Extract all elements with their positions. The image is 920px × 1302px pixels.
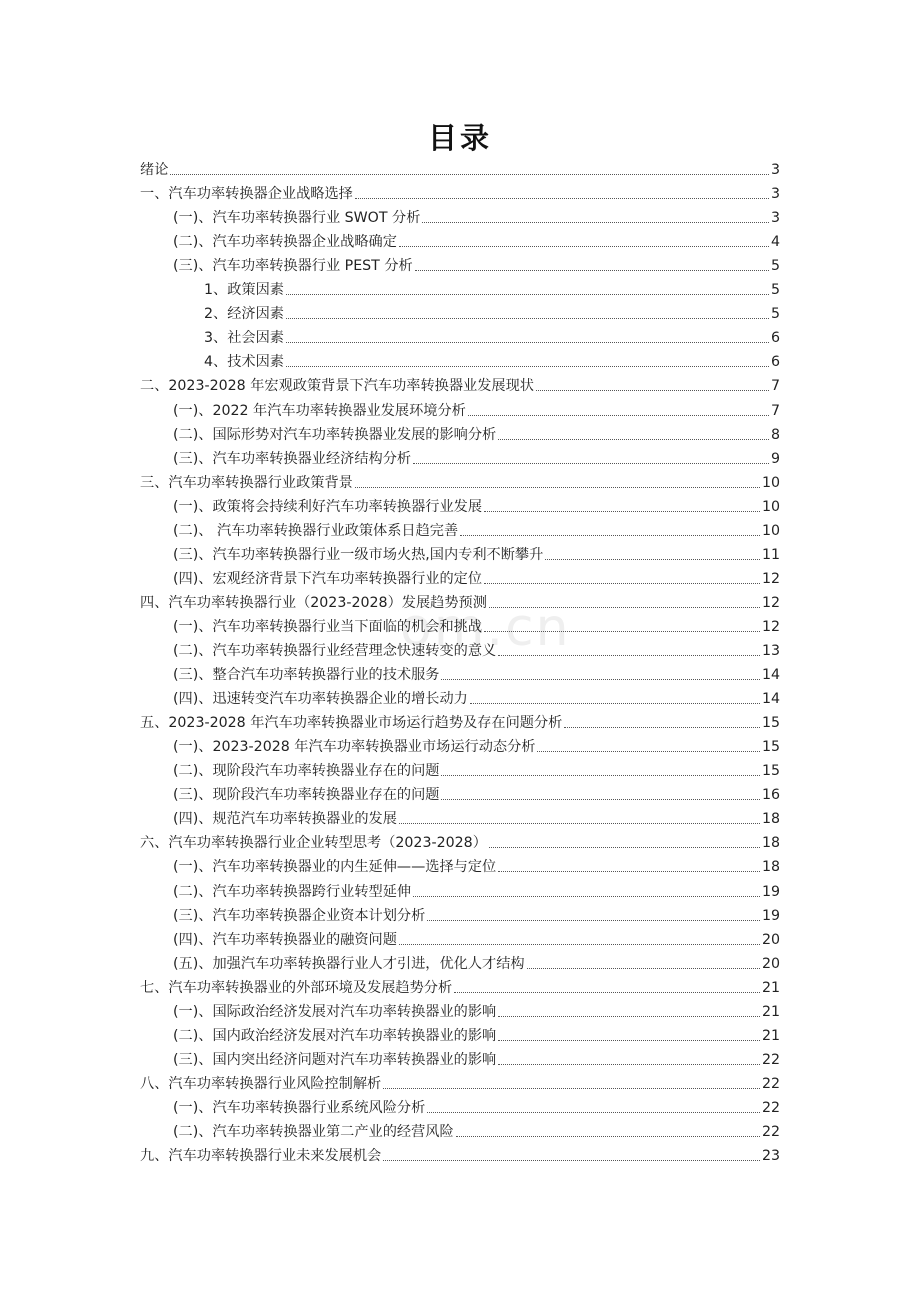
toc-entry-page-number: 5 [770, 258, 780, 275]
toc-dot-leader [399, 944, 760, 945]
toc-dot-leader [355, 487, 760, 488]
toc-entry-page-number: 14 [761, 691, 780, 708]
toc-dot-leader [489, 607, 760, 608]
toc-entry-title: 四、汽车功率转换器行业（2023-2028）发展趋势预测 [140, 594, 487, 611]
toc-entry-title: (三)、汽车功率转换器行业 PEST 分析 [173, 258, 413, 275]
toc-entry-title: 3、社会因素 [204, 330, 284, 347]
toc-entry-page-number: 22 [761, 1124, 780, 1140]
toc-entry[interactable] [173, 422, 780, 444]
toc-entry[interactable] [140, 1071, 780, 1093]
toc-entry[interactable] [140, 975, 780, 997]
toc-entry-title: (三)、汽车功率转换器行业一级市场火热,国内专利不断攀升 [173, 546, 544, 563]
toc-dot-leader [456, 1136, 760, 1137]
toc-entry[interactable] [173, 951, 780, 973]
toc-entry[interactable] [140, 710, 780, 732]
toc-entry-title: 六、汽车功率转换器行业企业转型思考（2023-2028） [140, 835, 487, 852]
toc-dot-leader [498, 439, 769, 440]
toc-entry-title: (四)、宏观经济背景下汽车功率转换器行业的定位 [173, 570, 483, 587]
toc-entry-title: (一)、2022 年汽车功率转换器业发展环境分析 [173, 402, 466, 419]
toc-entry[interactable] [173, 229, 780, 251]
toc-dot-leader [383, 1088, 760, 1089]
toc-dot-leader [545, 559, 760, 560]
toc-entry-page-number: 9 [770, 450, 780, 467]
toc-entry[interactable] [173, 806, 780, 828]
toc-entry-title: (四)、迅速转变汽车功率转换器企业的增长动力 [173, 691, 468, 708]
toc-dot-leader [498, 1064, 760, 1065]
page-title: 目录 [427, 121, 492, 155]
toc-dot-leader [498, 871, 760, 872]
toc-dot-leader [441, 775, 759, 776]
toc-entry[interactable] [204, 277, 780, 299]
toc-entry-title: (二)、汽车功率转换器行业经营理念快速转变的意义 [173, 643, 497, 659]
toc-entry[interactable] [173, 253, 780, 275]
toc-entry-title: 绪论 [140, 162, 169, 178]
toc-entry[interactable] [173, 662, 780, 684]
toc-entry-page-number: 12 [761, 618, 780, 635]
toc-entry[interactable] [173, 1047, 780, 1069]
toc-entry[interactable] [173, 494, 780, 516]
toc-entry-page-number: 5 [770, 306, 780, 323]
toc-entry-page-number: 15 [761, 715, 780, 732]
toc-dot-leader [441, 799, 759, 800]
toc-entry[interactable] [140, 470, 780, 492]
toc-entry[interactable] [173, 1095, 780, 1117]
toc-dot-leader [286, 294, 769, 295]
toc-entry-title: (二)、国际形势对汽车功率转换器业发展的影响分析 [173, 426, 497, 443]
toc-dot-leader [470, 703, 760, 704]
toc-entry[interactable] [173, 879, 780, 901]
toc-entry-page-number: 21 [761, 1027, 780, 1044]
toc-entry-title: (四)、规范汽车功率转换器业的发展 [173, 811, 397, 828]
toc-entry-title: (一)、国际政治经济发展对汽车功率转换器业的影响 [173, 1003, 497, 1020]
toc-entry[interactable] [173, 614, 780, 636]
toc-entry[interactable] [173, 854, 780, 876]
toc-entry-title: (一)、2023-2028 年汽车功率转换器业市场运行动态分析 [173, 739, 536, 756]
toc-entry-page-number: 22 [761, 1075, 780, 1092]
toc-dot-leader [413, 896, 760, 897]
toc-dot-leader [399, 823, 760, 824]
toc-entry-page-number: 20 [761, 931, 780, 948]
toc-entry-page-number: 21 [761, 1003, 780, 1020]
toc-entry-page-number: 20 [761, 955, 780, 972]
toc-entry-page-number: 5 [770, 282, 780, 299]
toc-entry[interactable] [173, 782, 780, 804]
toc-dot-leader [415, 270, 769, 271]
toc-dot-leader [484, 583, 760, 584]
toc-dot-leader [355, 198, 769, 199]
toc-entry-title: 三、汽车功率转换器行业政策背景 [140, 474, 353, 491]
toc-entry[interactable] [173, 1023, 780, 1045]
toc-entry-page-number: 18 [761, 835, 780, 852]
toc-entry-title: (五)、加强汽车功率转换器行业人才引进，优化人才结构 [173, 955, 525, 972]
toc-entry[interactable] [204, 301, 780, 323]
toc-entry[interactable] [140, 1143, 780, 1165]
toc-entry-page-number: 8 [770, 426, 780, 443]
toc-entry-title: (三)、汽车功率转换器业经济结构分析 [173, 450, 412, 467]
toc-dot-leader [399, 246, 769, 247]
toc-entry-page-number: 12 [761, 570, 780, 587]
toc-entry[interactable] [204, 325, 780, 347]
toc-entry[interactable] [204, 349, 780, 371]
toc-entry-page-number: 3 [770, 186, 780, 203]
toc-dot-leader [564, 727, 760, 728]
toc-entry-page-number: 3 [770, 162, 780, 178]
toc-entry[interactable] [173, 758, 780, 780]
toc-dot-leader [484, 631, 760, 632]
toc-entry[interactable] [140, 181, 780, 203]
toc-dot-leader [383, 1160, 760, 1161]
toc-entry-page-number: 16 [761, 787, 780, 804]
toc-entry[interactable] [140, 373, 780, 395]
toc-entry[interactable] [173, 999, 780, 1021]
toc-entry-page-number: 15 [761, 763, 780, 780]
toc-entry[interactable] [173, 1119, 780, 1141]
toc-entry-title: 1、政策因素 [204, 282, 284, 299]
toc-entry-page-number: 22 [761, 1051, 780, 1068]
toc-entry-title: (一)、汽车功率转换器行业当下面临的机会和挑战 [173, 618, 483, 635]
toc-entry-page-number: 19 [761, 883, 780, 900]
toc-entry[interactable] [173, 638, 780, 660]
toc-entry-title: (二)、汽车功率转换器跨行业转型延伸 [173, 883, 412, 900]
toc-entry-page-number: 6 [770, 354, 780, 371]
toc-entry-title: 二、2023-2028 年宏观政策背景下汽车功率转换器业发展现状 [140, 378, 534, 395]
toc-entry-title: (二)、 汽车功率转换器行业政策体系日趋完善 [173, 522, 459, 539]
toc-entry-title: 2、经济因素 [204, 306, 284, 323]
toc-dot-leader [454, 992, 760, 993]
toc-entry-page-number: 15 [761, 739, 780, 756]
toc-entry-title: (二)、现阶段汽车功率转换器业存在的问题 [173, 763, 440, 780]
toc-entry-page-number: 6 [770, 330, 780, 347]
toc-entry-page-number: 12 [761, 594, 780, 611]
toc-dot-leader [536, 390, 769, 391]
toc-entry-title: 八、汽车功率转换器行业风险控制解析 [140, 1075, 382, 1092]
toc-dot-leader [484, 511, 760, 512]
toc-entry-page-number: 10 [761, 474, 780, 491]
toc-entry-title: 九、汽车功率转换器行业未来发展机会 [140, 1148, 382, 1165]
toc-dot-leader [286, 366, 769, 367]
toc-entry-page-number: 23 [761, 1148, 780, 1165]
toc-dot-leader [498, 1040, 760, 1041]
watermark: om.cn [400, 598, 571, 658]
toc-entry-title: (一)、汽车功率转换器行业系统风险分析 [173, 1099, 426, 1116]
toc-entry-page-number: 21 [761, 979, 780, 996]
toc-entry-page-number: 13 [761, 643, 780, 659]
toc-entry-title: 4、技术因素 [204, 354, 284, 371]
toc-dot-leader [460, 535, 760, 536]
toc-entry-page-number: 18 [761, 859, 780, 876]
toc-entry-page-number: 7 [770, 402, 780, 419]
toc-entry-title: (二)、汽车功率转换器企业战略确定 [173, 234, 397, 251]
toc-entry-title: (一)、汽车功率转换器业的内生延伸——选择与定位 [173, 859, 497, 876]
toc-entry[interactable] [173, 927, 780, 949]
toc-entry[interactable] [173, 734, 780, 756]
toc-dot-leader [527, 968, 760, 969]
toc-dot-leader [537, 751, 759, 752]
toc-entry-title: 七、汽车功率转换器业的外部环境及发展趋势分析 [140, 979, 453, 996]
toc-entry[interactable] [173, 518, 780, 540]
toc-entry-page-number: 10 [761, 498, 780, 515]
toc-dot-leader [427, 920, 760, 921]
toc-entry[interactable] [173, 205, 780, 227]
toc-dot-leader [422, 222, 769, 223]
toc-entry-title: (三)、现阶段汽车功率转换器业存在的问题 [173, 787, 440, 804]
toc-entry[interactable] [173, 398, 780, 420]
toc-entry-title: 一、汽车功率转换器企业战略选择 [140, 186, 353, 203]
toc-entry-title: (四)、汽车功率转换器业的融资问题 [173, 931, 397, 948]
toc-entry-page-number: 19 [761, 907, 780, 924]
toc-entry-title: (一)、政策将会持续利好汽车功率转换器行业发展 [173, 498, 483, 515]
toc-entry-page-number: 10 [761, 522, 780, 539]
toc-entry-page-number: 11 [761, 546, 780, 563]
toc-entry-title: (二)、国内政治经济发展对汽车功率转换器业的影响 [173, 1027, 497, 1044]
toc-dot-leader [413, 463, 769, 464]
toc-entry-page-number: 4 [770, 234, 780, 251]
toc-entry-title: (三)、整合汽车功率转换器行业的技术服务 [173, 667, 440, 684]
toc-entry-title: (一)、汽车功率转换器行业 SWOT 分析 [173, 210, 421, 227]
toc-entry-title: (三)、国内突出经济问题对汽车功率转换器业的影响 [173, 1051, 497, 1068]
toc-entry-page-number: 7 [770, 378, 780, 395]
toc-dot-leader [286, 318, 769, 319]
toc-entry[interactable] [173, 446, 780, 468]
toc-entry[interactable] [140, 830, 780, 852]
toc-entry[interactable] [140, 590, 780, 612]
toc-entry[interactable] [173, 903, 780, 925]
toc-entry-page-number: 18 [761, 811, 780, 828]
toc-entry[interactable] [173, 686, 780, 708]
toc-dot-leader [498, 655, 760, 656]
toc-entry[interactable] [173, 566, 780, 588]
toc-dot-leader [489, 847, 760, 848]
toc-entry-title: 五、2023-2028 年汽车功率转换器业市场运行趋势及存在问题分析 [140, 715, 563, 732]
toc-entry[interactable] [140, 157, 780, 179]
toc-dot-leader [170, 174, 769, 175]
toc-entry-page-number: 14 [761, 667, 780, 684]
toc-dot-leader [441, 679, 759, 680]
toc-entry-page-number: 3 [770, 210, 780, 227]
toc-entry[interactable] [173, 542, 780, 564]
toc-entry-title: (二)、汽车功率转换器业第二产业的经营风险 [173, 1124, 454, 1140]
toc-dot-leader [468, 415, 769, 416]
toc-dot-leader [427, 1112, 760, 1113]
toc-dot-leader [286, 342, 769, 343]
toc-dot-leader [498, 1016, 760, 1017]
toc-entry-page-number: 22 [761, 1099, 780, 1116]
toc-entry-title: (三)、汽车功率转换器企业资本计划分析 [173, 907, 426, 924]
